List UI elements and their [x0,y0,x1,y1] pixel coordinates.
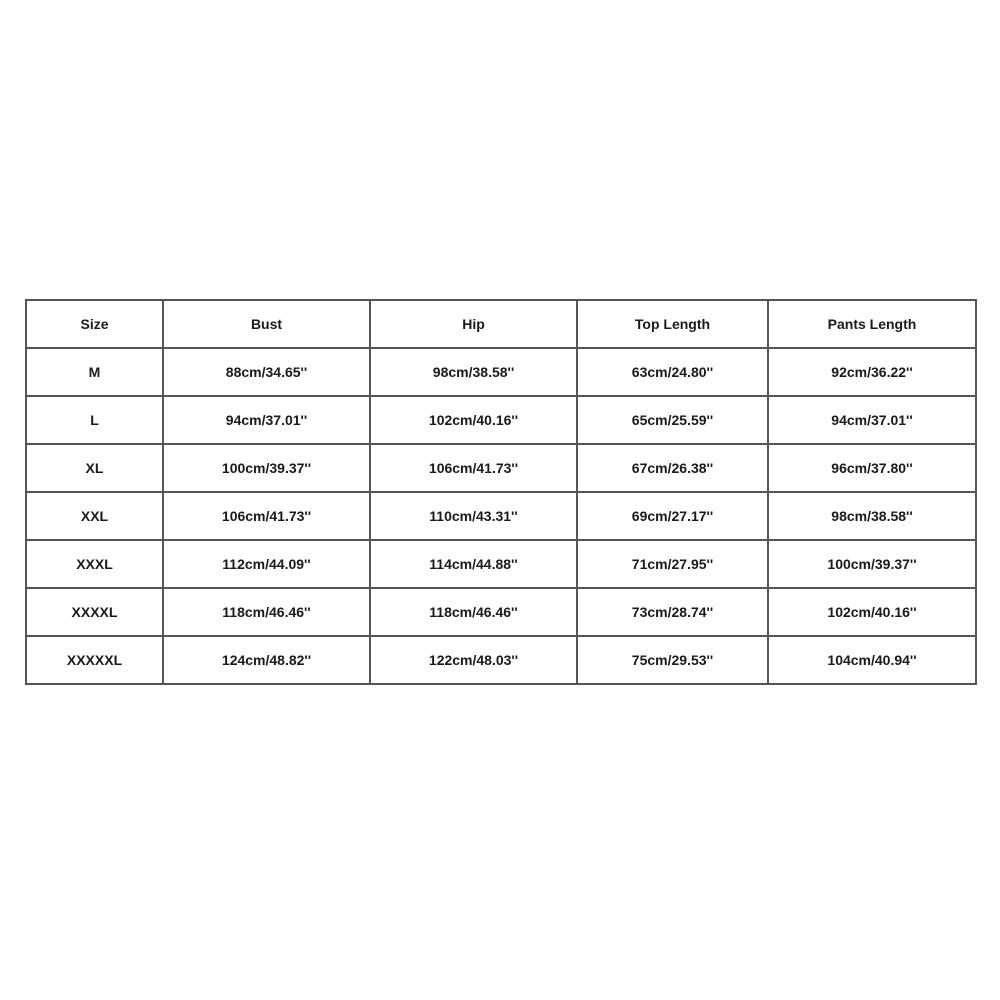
cell-bust: 118cm/46.46'' [163,588,370,636]
cell-pants-length: 102cm/40.16'' [768,588,976,636]
cell-pants-length: 104cm/40.94'' [768,636,976,684]
cell-top-length: 73cm/28.74'' [577,588,768,636]
cell-top-length: 75cm/29.53'' [577,636,768,684]
cell-pants-length: 96cm/37.80'' [768,444,976,492]
cell-pants-length: 92cm/36.22'' [768,348,976,396]
cell-hip: 106cm/41.73'' [370,444,577,492]
cell-hip: 110cm/43.31'' [370,492,577,540]
cell-top-length: 63cm/24.80'' [577,348,768,396]
cell-top-length: 65cm/25.59'' [577,396,768,444]
cell-pants-length: 94cm/37.01'' [768,396,976,444]
header-bust: Bust [163,300,370,348]
table-row [26,636,976,684]
header-pants-length: Pants Length [768,300,976,348]
size-chart-table [25,299,977,685]
cell-top-length: 67cm/26.38'' [577,444,768,492]
cell-size: XXXL [26,540,163,588]
cell-hip: 114cm/44.88'' [370,540,577,588]
cell-size: L [26,396,163,444]
cell-bust: 88cm/34.65'' [163,348,370,396]
cell-pants-length: 100cm/39.37'' [768,540,976,588]
cell-bust: 112cm/44.09'' [163,540,370,588]
table-row [26,588,976,636]
table-row [26,444,976,492]
cell-pants-length: 98cm/38.58'' [768,492,976,540]
header-size: Size [26,300,163,348]
table-row [26,540,976,588]
cell-bust: 124cm/48.82'' [163,636,370,684]
table-row [26,348,976,396]
header-hip: Hip [370,300,577,348]
header-top-length: Top Length [577,300,768,348]
cell-bust: 106cm/41.73'' [163,492,370,540]
cell-hip: 122cm/48.03'' [370,636,577,684]
cell-hip: 98cm/38.58'' [370,348,577,396]
cell-size: XL [26,444,163,492]
table-row [26,396,976,444]
header-row [26,300,976,348]
cell-hip: 102cm/40.16'' [370,396,577,444]
cell-top-length: 69cm/27.17'' [577,492,768,540]
cell-bust: 94cm/37.01'' [163,396,370,444]
cell-size: XXXXXL [26,636,163,684]
cell-size: XXL [26,492,163,540]
cell-top-length: 71cm/27.95'' [577,540,768,588]
cell-size: M [26,348,163,396]
cell-bust: 100cm/39.37'' [163,444,370,492]
cell-hip: 118cm/46.46'' [370,588,577,636]
cell-size: XXXXL [26,588,163,636]
table-row [26,492,976,540]
